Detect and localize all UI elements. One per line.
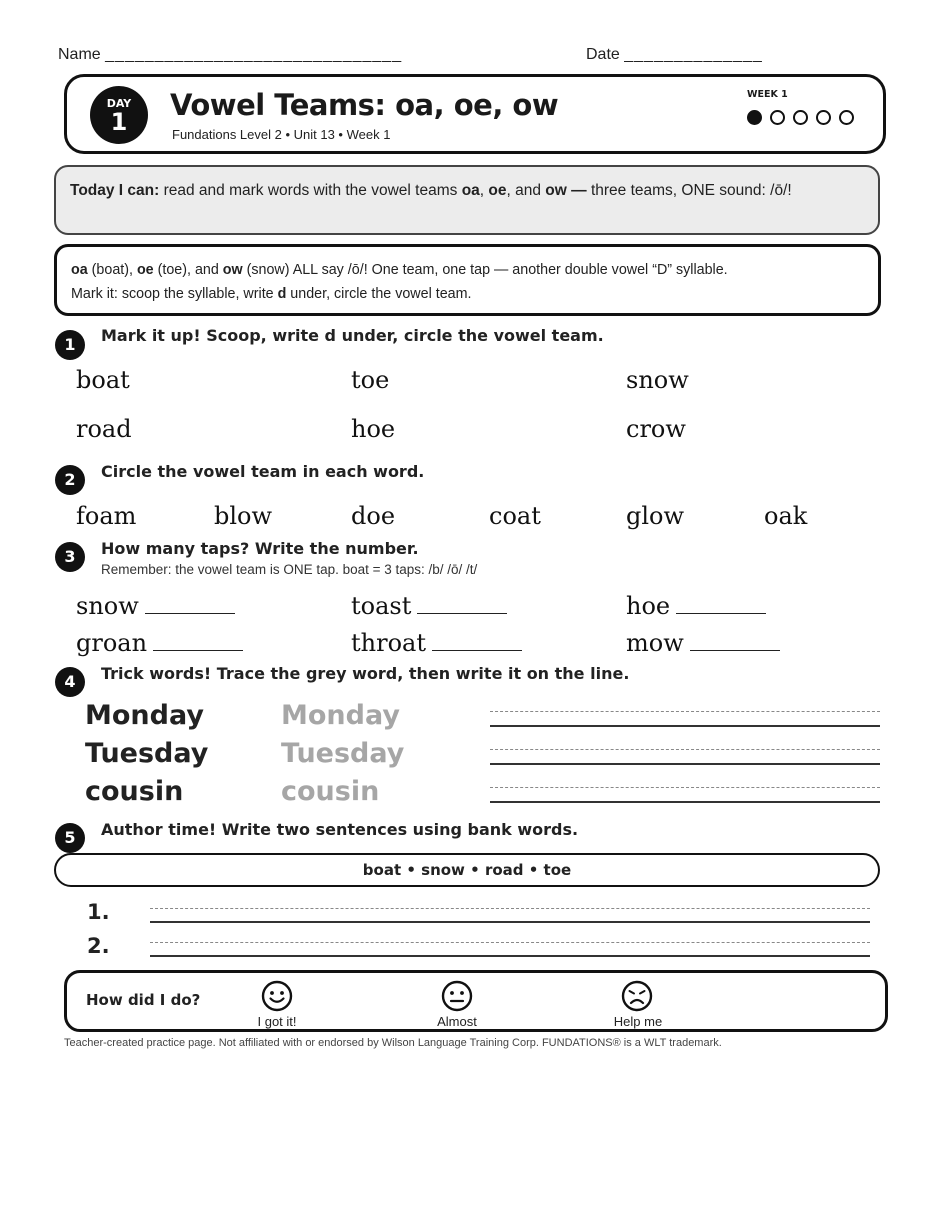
objective-text: , and bbox=[506, 182, 546, 199]
tap-answer-line[interactable] bbox=[676, 612, 766, 614]
tap-answer-line[interactable] bbox=[145, 612, 235, 614]
circle-word: foam bbox=[76, 502, 137, 530]
sentence-number: 2. bbox=[87, 934, 110, 958]
write-line[interactable] bbox=[490, 749, 880, 769]
objective-text: read and mark words with the vowel teams bbox=[159, 182, 462, 199]
tap-word: hoe bbox=[626, 592, 671, 620]
practice-word: hoe bbox=[351, 415, 396, 443]
section-number: 4 bbox=[55, 667, 85, 697]
tap-word: snow bbox=[76, 592, 139, 620]
practice-word: crow bbox=[626, 415, 686, 443]
rule-d: d bbox=[277, 286, 287, 302]
tap-word: groan bbox=[76, 629, 148, 657]
happy-face-icon[interactable] bbox=[261, 980, 293, 1012]
section-number: 5 bbox=[55, 823, 85, 853]
section-title: Circle the vowel team in each word. bbox=[101, 462, 425, 481]
tap-answer-line[interactable] bbox=[417, 612, 507, 614]
tap-item[interactable] bbox=[76, 629, 243, 657]
objective-lead: Today I can: bbox=[70, 182, 160, 199]
write-line[interactable] bbox=[490, 787, 880, 807]
section-title: Mark it up! Scoop, write d under, circle the vowel team. bbox=[101, 326, 604, 345]
rule-ow: ow bbox=[222, 262, 243, 278]
tap-item[interactable] bbox=[626, 629, 780, 657]
sentence-line[interactable] bbox=[150, 908, 870, 928]
trick-word: cousin bbox=[85, 776, 184, 807]
section-number: 3 bbox=[55, 542, 85, 572]
write-line[interactable] bbox=[490, 711, 880, 731]
tap-answer-line[interactable] bbox=[432, 649, 522, 651]
rule-box bbox=[54, 244, 881, 316]
rule-text: under, circle the vowel team. bbox=[286, 286, 472, 302]
tap-item[interactable] bbox=[626, 592, 766, 620]
trick-word: Monday bbox=[85, 700, 204, 731]
objective-text: , bbox=[479, 182, 489, 199]
page-subtitle: Fundations Level 2 • Unit 13 • Week 1 bbox=[172, 127, 391, 142]
circle-word: glow bbox=[626, 502, 685, 530]
sentence-line[interactable] bbox=[150, 942, 870, 962]
page-title: Vowel Teams: oa, oe, ow bbox=[170, 88, 559, 122]
day-badge bbox=[90, 86, 148, 144]
rule-oe: oe bbox=[136, 262, 154, 278]
trace-word: Monday bbox=[281, 700, 400, 731]
circle-word: doe bbox=[351, 502, 396, 530]
section-number: 2 bbox=[55, 465, 85, 495]
section-title: How many taps? Write the number. bbox=[101, 539, 419, 558]
neutral-face-icon[interactable] bbox=[441, 980, 473, 1012]
section-title: Author time! Write two sentences using bank words. bbox=[101, 820, 579, 839]
week-progress-dot bbox=[793, 110, 808, 125]
date-blank[interactable]: ______________ bbox=[624, 46, 763, 63]
date-field[interactable] bbox=[586, 46, 763, 64]
trick-word: Tuesday bbox=[85, 738, 209, 769]
week-progress-dot bbox=[770, 110, 785, 125]
objective-text: three teams, ONE sound: /ō/! bbox=[590, 182, 792, 199]
circle-word: blow bbox=[214, 502, 273, 530]
team-ow: ow bbox=[545, 182, 567, 199]
date-label: Date bbox=[586, 46, 620, 63]
sad-face-icon[interactable] bbox=[621, 980, 653, 1012]
self-check-option: Almost bbox=[437, 1014, 477, 1029]
team-oa: oa bbox=[461, 182, 480, 199]
team-oe: oe bbox=[488, 182, 507, 199]
day-number: 1 bbox=[110, 108, 128, 136]
name-blank[interactable]: ______________________________ bbox=[105, 46, 403, 63]
self-check-label: How did I do? bbox=[86, 991, 201, 1009]
tap-item[interactable] bbox=[76, 592, 235, 620]
rule-text: (boat), bbox=[87, 262, 137, 278]
week-progress-dot bbox=[816, 110, 831, 125]
tap-word: throat bbox=[351, 629, 426, 657]
trace-word: Tuesday bbox=[281, 738, 405, 769]
trace-word: cousin bbox=[281, 776, 380, 807]
section-title: Trick words! Trace the grey word, then write it on the line. bbox=[101, 664, 630, 683]
practice-word: boat bbox=[76, 366, 130, 394]
name-label: Name bbox=[58, 46, 101, 63]
practice-word: road bbox=[76, 415, 132, 443]
tap-item[interactable] bbox=[351, 629, 522, 657]
tap-item[interactable] bbox=[351, 592, 507, 620]
circle-word: oak bbox=[764, 502, 808, 530]
self-check-option: Help me bbox=[613, 1014, 663, 1029]
name-field[interactable] bbox=[58, 46, 402, 64]
practice-word: toe bbox=[351, 366, 390, 394]
objective-dash: — bbox=[566, 182, 591, 199]
week-label: WEEK 1 bbox=[747, 89, 788, 100]
rule-oa: oa bbox=[71, 262, 88, 278]
sentence-number: 1. bbox=[87, 900, 110, 924]
section-number: 1 bbox=[55, 330, 85, 360]
circle-word: coat bbox=[489, 502, 541, 530]
rule-text: (toe), and bbox=[153, 262, 223, 278]
tap-answer-line[interactable] bbox=[690, 649, 780, 651]
week-progress-dot bbox=[747, 110, 762, 125]
practice-word: snow bbox=[626, 366, 689, 394]
day-label: DAY bbox=[106, 97, 132, 110]
tap-word: mow bbox=[626, 629, 684, 657]
footer-disclaimer: Teacher-created practice page. Not affiliated with or endorsed by Wilson Language Training Corp. FUNDATIONS® is a WLT trademark. bbox=[64, 1037, 722, 1049]
tap-answer-line[interactable] bbox=[153, 649, 243, 651]
tap-word: toast bbox=[351, 592, 412, 620]
section-note: Remember: the vowel team is ONE tap. boat = 3 taps: /b/ /ō/ /t/ bbox=[101, 562, 478, 577]
rule-text: (snow) ALL say /ō/! One team, one tap — another double vowel “D” syllable. bbox=[242, 262, 728, 278]
rule-text: Mark it: scoop the syllable, write bbox=[71, 286, 278, 302]
week-progress-dot bbox=[839, 110, 854, 125]
self-check-option: I got it! bbox=[257, 1014, 297, 1029]
word-bank: boat • snow • road • toe bbox=[54, 853, 880, 887]
objective-box bbox=[54, 165, 880, 235]
